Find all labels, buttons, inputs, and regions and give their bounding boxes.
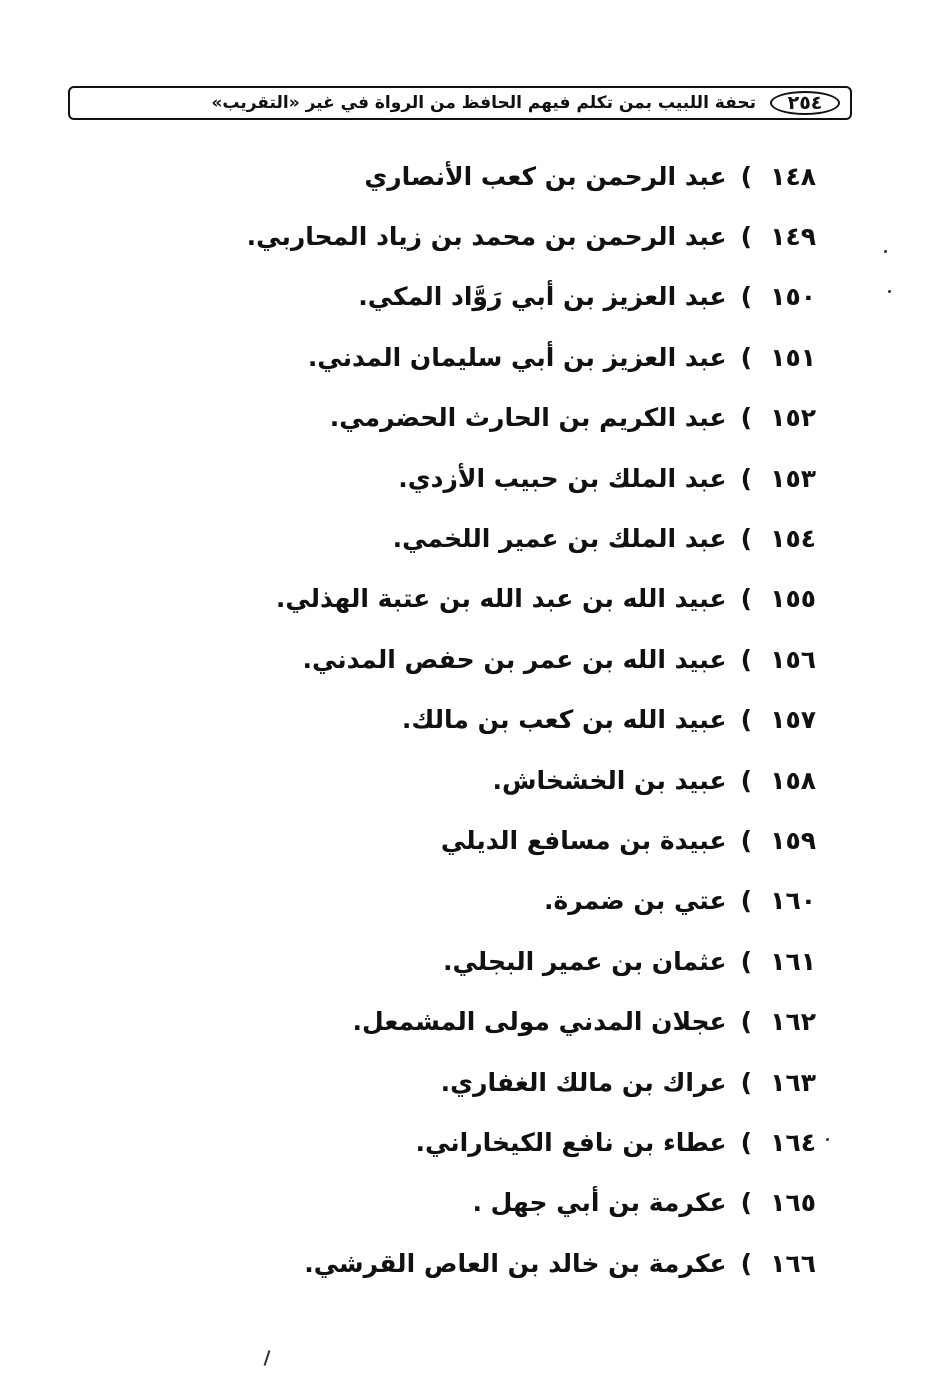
list-item [256, 1052, 816, 1112]
entry-number: ١٤٩ [770, 222, 816, 252]
entry-number: ١٦٠ [770, 886, 816, 916]
entry-paren: ) [740, 403, 752, 433]
entry-paren: ) [740, 222, 752, 252]
page-number: ٢٥٤ [770, 91, 840, 115]
list-item [256, 327, 816, 387]
entry-number: ١٥٩ [770, 825, 816, 855]
entry-paren: ) [740, 463, 752, 493]
entry-number: ١٥١ [770, 342, 816, 372]
pencil-mark [264, 1350, 271, 1366]
list-item [256, 931, 816, 991]
entry-name: عبد الرحمن بن محمد بن زياد المحاربي. [246, 222, 727, 252]
entry-paren: ) [740, 886, 752, 916]
entry-number: ١٥٣ [770, 463, 816, 493]
entry-name: عجلان المدني مولى المشمعل. [352, 1007, 727, 1037]
entry-number: ١٥٥ [770, 584, 816, 614]
list-item [256, 508, 816, 568]
entry-number: ١٥٧ [770, 705, 816, 735]
scan-speck [884, 250, 887, 253]
list-item [256, 750, 816, 810]
entry-paren: ) [740, 765, 752, 795]
list-item [256, 388, 816, 448]
entry-name: عبيد بن الخشخاش. [492, 765, 727, 795]
entry-name: عثمان بن عمير البجلي. [443, 946, 727, 976]
entry-name: عراك بن مالك الغفاري. [440, 1067, 727, 1097]
entry-paren: ) [740, 1127, 752, 1157]
narrator-list [246, 146, 816, 1293]
entry-number: ١٦٢ [770, 1007, 816, 1037]
scan-speck [826, 1138, 829, 1141]
entry-number: ١٦٤ [770, 1127, 816, 1157]
entry-number: ١٦٦ [770, 1248, 816, 1278]
entry-number: ١٤٨ [770, 161, 816, 191]
entry-name: عبد العزيز بن أبي رَوَّاد المكي. [358, 282, 727, 312]
entry-paren: ) [740, 584, 752, 614]
entry-number: ١٦٥ [770, 1188, 816, 1218]
entry-name: عتي بن ضمرة. [543, 886, 727, 916]
list-item [256, 448, 816, 508]
entry-name: عبيدة بن مسافع الديلي [440, 825, 727, 855]
entry-paren: ) [740, 946, 752, 976]
entry-paren: ) [740, 282, 752, 312]
entry-number: ١٦١ [770, 946, 816, 976]
entry-number: ١٥٢ [770, 403, 816, 433]
entry-paren: ) [740, 1188, 752, 1218]
entry-name: عبيد الله بن عبد الله بن عتبة الهذلي. [275, 584, 727, 614]
entry-paren: ) [740, 825, 752, 855]
entry-name: عبد العزيز بن أبي سليمان المدني. [307, 342, 727, 372]
list-item [256, 267, 816, 327]
running-header [68, 86, 852, 120]
entry-name: عبيد الله بن كعب بن مالك. [401, 705, 727, 735]
list-item [256, 1112, 816, 1172]
entry-paren: ) [740, 524, 752, 554]
entry-paren: ) [740, 1248, 752, 1278]
running-title: تحفة اللبيب بمن تكلم فيهم الحافظ من الرواة في غير «التقريب» [211, 93, 756, 113]
list-item [256, 690, 816, 750]
entry-paren: ) [740, 342, 752, 372]
list-item [256, 569, 816, 629]
entry-paren: ) [740, 644, 752, 674]
entry-number: ١٥٠ [770, 282, 816, 312]
entry-number: ١٥٦ [770, 644, 816, 674]
list-item [256, 629, 816, 689]
list-item [256, 146, 816, 206]
entry-name: عبد الملك بن حبيب الأزدي. [398, 463, 727, 493]
entry-name: عكرمة بن خالد بن العاص القرشي. [304, 1248, 727, 1278]
entry-number: ١٥٤ [770, 524, 816, 554]
entry-name: عبد الكريم بن الحارث الحضرمي. [329, 403, 727, 433]
entry-paren: ) [740, 1007, 752, 1037]
list-item [256, 1173, 816, 1233]
list-item [256, 871, 816, 931]
entry-name: عبيد الله بن عمر بن حفص المدني. [302, 644, 727, 674]
entry-name: عطاء بن نافع الكيخاراني. [415, 1127, 727, 1157]
entry-number: ١٥٨ [770, 765, 816, 795]
list-item [256, 1233, 816, 1293]
entry-name: عبد الملك بن عمير اللخمي. [392, 524, 727, 554]
list-item [256, 810, 816, 870]
entry-paren: ) [740, 1067, 752, 1097]
list-item [246, 206, 816, 266]
entry-name: عكرمة بن أبي جهل . [472, 1188, 727, 1218]
entry-paren: ) [740, 161, 752, 191]
entry-number: ١٦٣ [770, 1067, 816, 1097]
list-item [256, 991, 816, 1051]
entry-paren: ) [740, 705, 752, 735]
scan-speck [888, 290, 891, 293]
entry-name: عبد الرحمن بن كعب الأنصاري [364, 161, 727, 191]
